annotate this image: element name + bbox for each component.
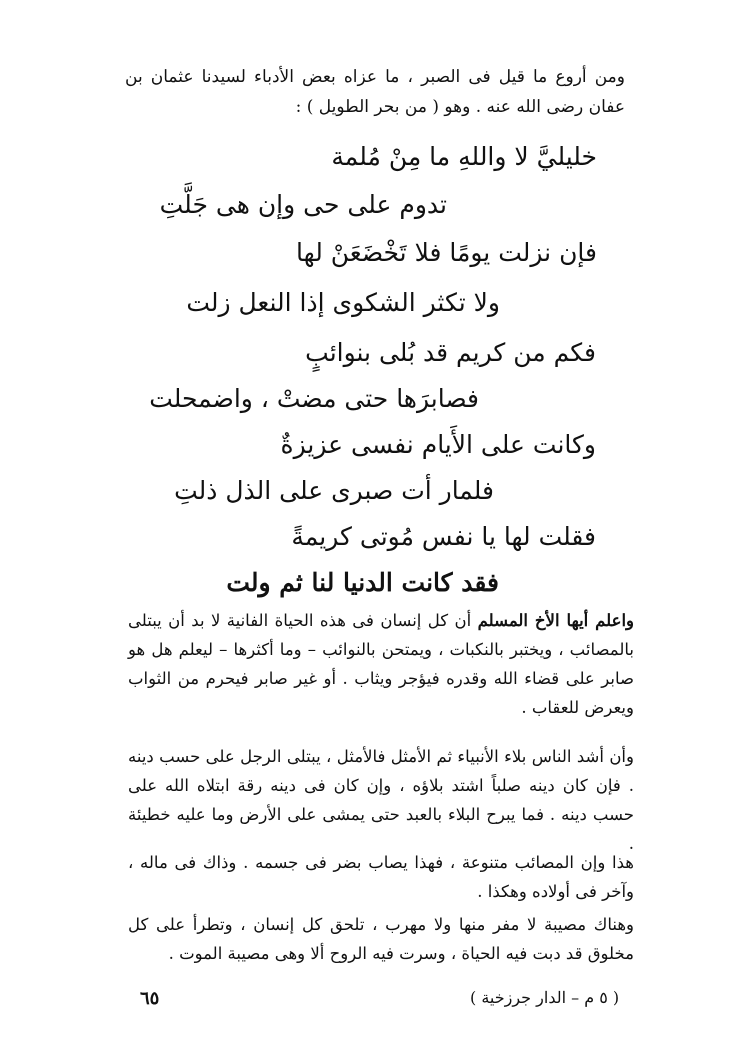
paragraph-lead: واعلم أيها الأخ المسلم [477,611,634,630]
paragraph-text: هذا وإن المصائب متنوعة ، فهذا يصاب بضر فى جسمه . وذاك فى ماله ، وآخر فى أولاده وهكذا . [128,853,634,901]
page-number: ٦٥ [140,988,160,1009]
verse-line-7: وكانت على الأَيام نفسى عزيزةٌ [280,430,596,459]
paragraph-text: أن كل إنسان فى هذه الحياة الفانية لا بد أن يبتلى بالمصائب ، ويختبر بالنكبات ، ويمتحن بالنوائب – وما أكثرها – ليعلم هل هو صابر على قضاء الله وقدره فيؤجر ويثاب . أو غير صابر فيحرم من الثواب ويعرض للعقاب . [128,611,634,717]
verse-line-9: فقلت لها يا نفس مُوتى كريمةً [291,522,596,551]
verse-line-10: فقد كانت الدنيا لنا ثم ولت [226,568,499,597]
intro-paragraph: ومن أروع ما قيل فى الصبر ، ما عزاه بعض الأدباء لسيدنا عثمان بن عفان رضى الله عنه . وهو ( من بحر الطويل ) : [125,67,625,117]
paragraph-2 [128,742,634,858]
verse-line-2: تدوم على حى وإن هى جَلَّتِ [159,190,447,219]
verse-line-8: فلمار أت صبرى على الذل ذلتِ [174,476,494,505]
paragraph-3 [128,848,634,906]
paragraph-1 [128,606,634,722]
verse-line-6: فصابرَها حتى مضتْ ، واضمحلت [149,384,479,413]
verse-line-5: فكم من كريم قد بُلى بنوائبٍ [305,338,596,367]
paragraph-text: وهناك مصيبة لا مفر منها ولا مهرب ، تلحق كل إنسان ، وتطرأ على كل مخلوق قد دبت فيه الحياة ، وسرت فيه الروح ألا وهى مصيبة الموت . [128,915,634,963]
paragraph-text: وأن أشد الناس بلاء الأنبياء ثم الأمثل فالأمثل ، يبتلى الرجل على حسب دينه . فإن كان دينه صلباً اشتد بلاؤه ، وإن كان فى دينه رقة ابتلاه الله على حسب دينه . فما يبرح البلاء بالعبد حتى يمشى على الأرض وما عليه خطيئة . [128,747,635,853]
verse-line-4: ولا تكثر الشكوى إذا النعل زلت [186,288,500,317]
paragraph-4 [128,910,634,968]
printer-signature: ( ٥ م – الدار جرزخية ) [470,988,620,1007]
verse-line-3: فإن نزلت يومًا فلا تَخْضَعَنْ لها [296,238,597,267]
verse-line-1: خليليَّ لا واللهِ ما مِنْ مُلمة [331,142,597,171]
